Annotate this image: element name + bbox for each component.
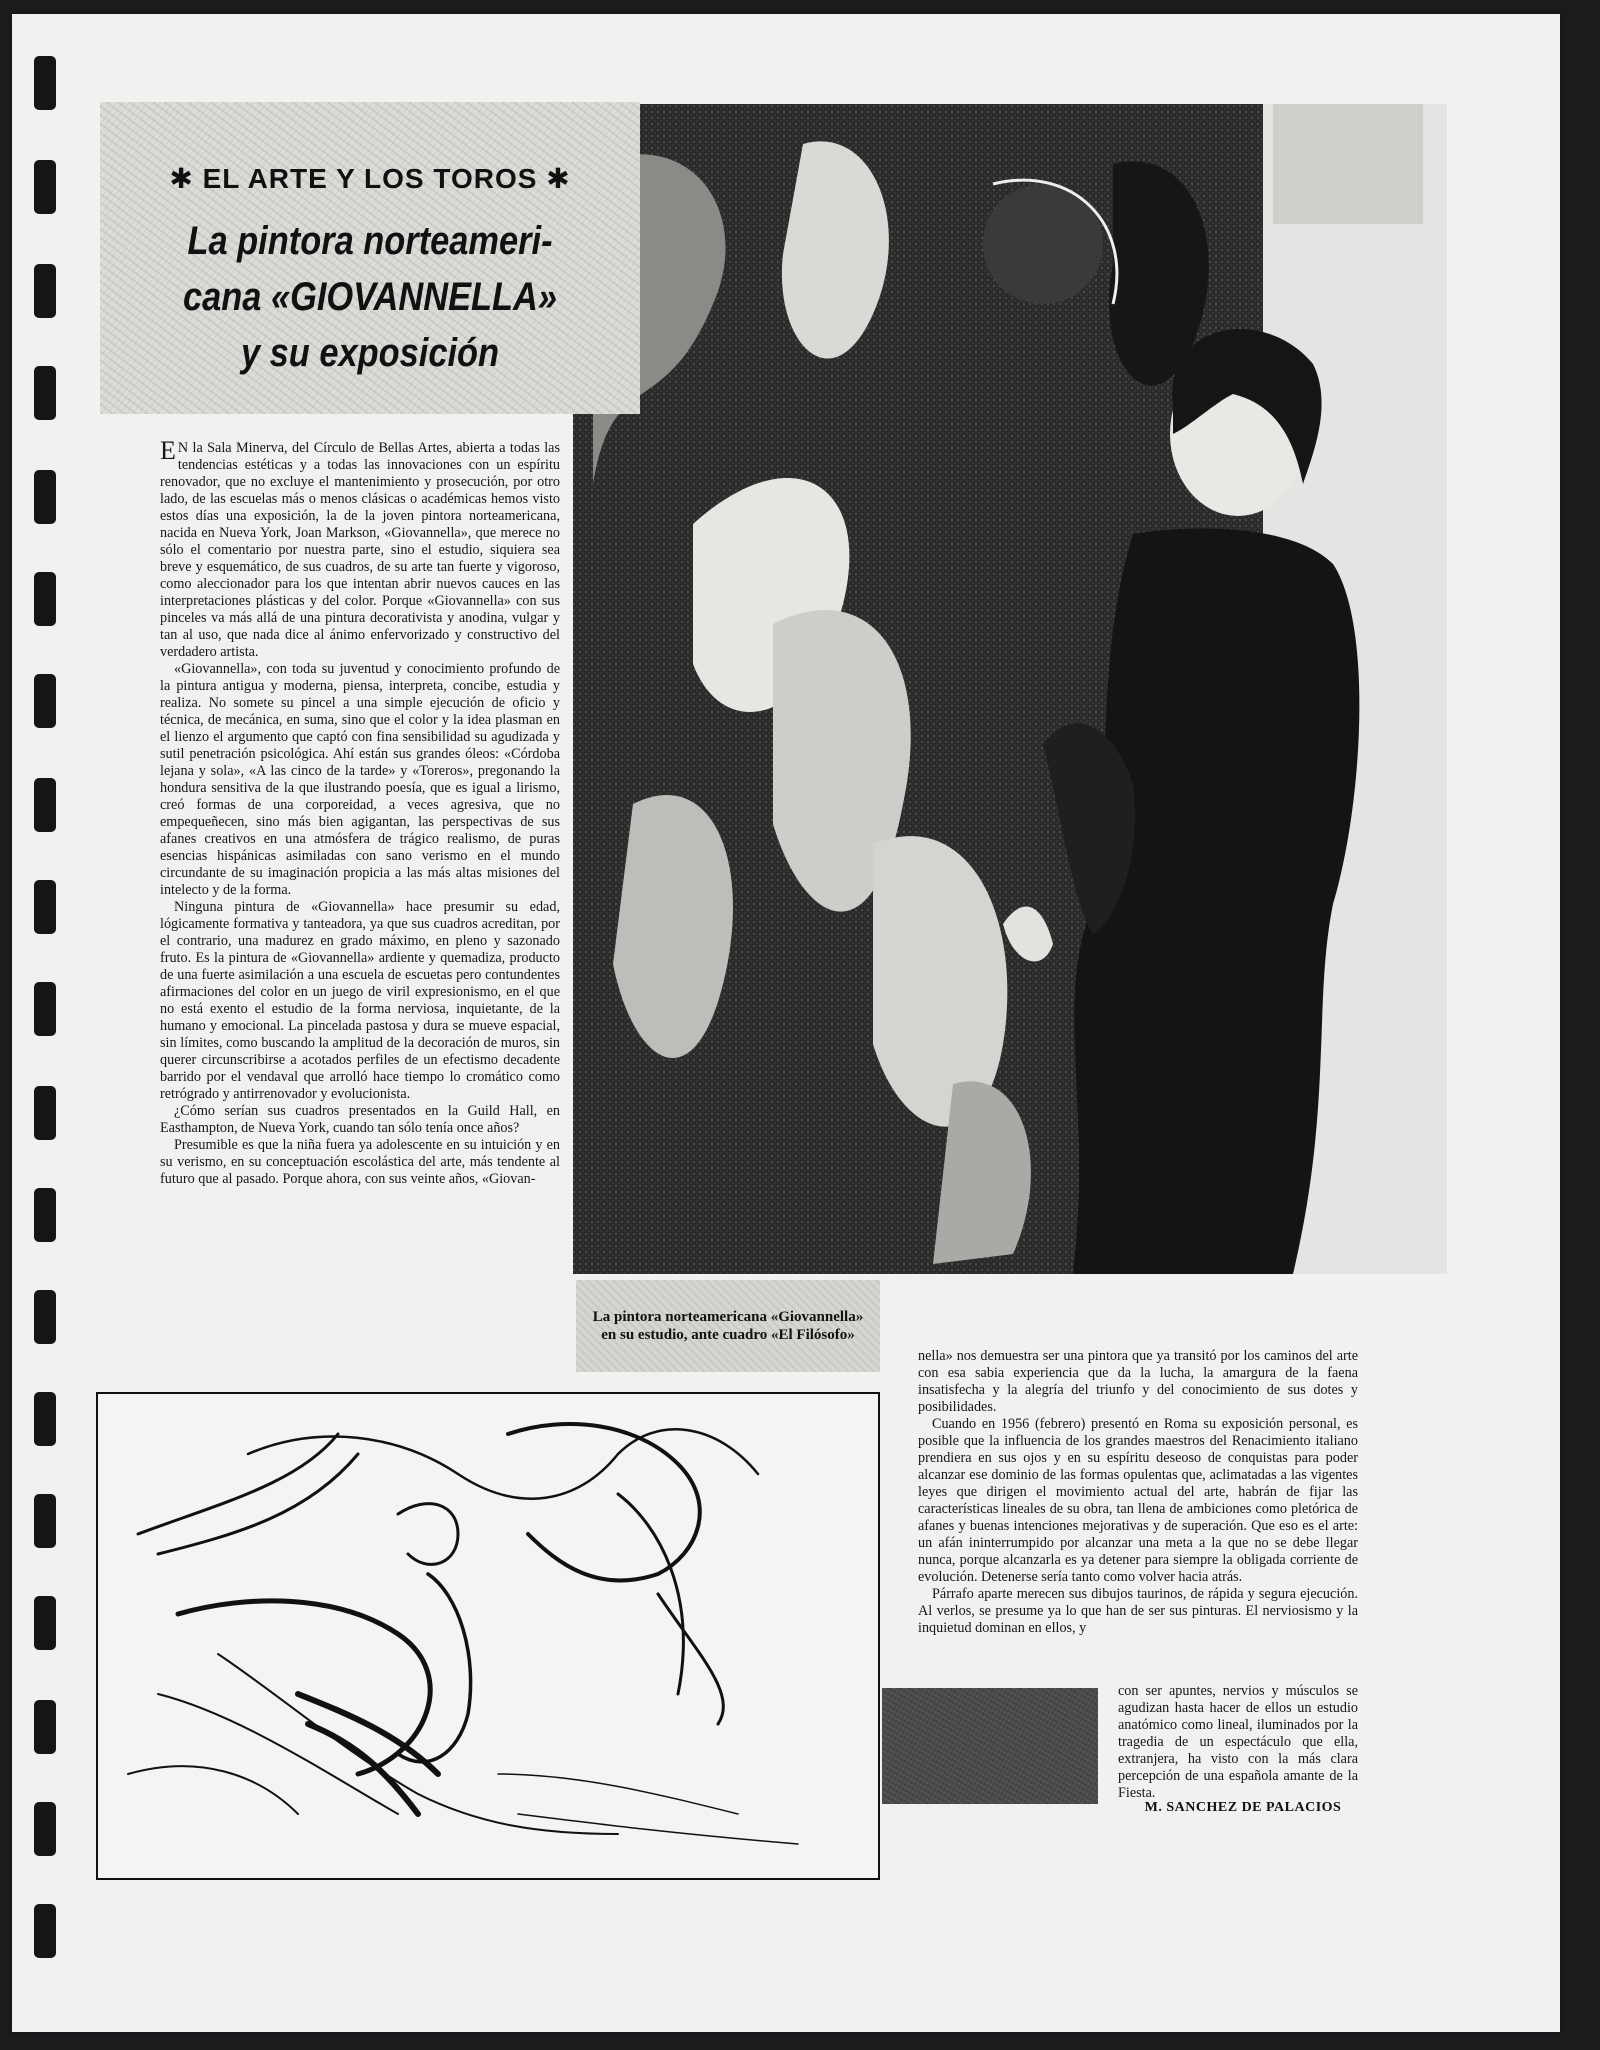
binding-hole (34, 366, 56, 420)
binding-hole (34, 56, 56, 110)
painter-photograph (573, 104, 1447, 1274)
headline-box (100, 102, 640, 414)
article-lead: N la Sala Minerva, del Círculo de Bellas Artes, (177, 440, 452, 456)
headline-line: La pintora norteameri- (187, 219, 553, 263)
binding-hole (34, 880, 56, 934)
binding-hole (34, 264, 56, 318)
binding-hole (34, 1290, 56, 1344)
article-column-3 (1118, 1683, 1358, 1802)
binding-hole (34, 1494, 56, 1548)
bullfight-sketch (96, 1392, 880, 1880)
binding-hole (34, 1700, 56, 1754)
binding-hole (34, 778, 56, 832)
article-paragraph: «Giovannella», con toda su juventud y conocimiento profundo de la pintura antigua y moderna, piensa, interpreta, concibe, estudia y realiza. No somete su pincel a una simple ejecución de oficio y técnica, de mecánica, en suma, sino que el color y la idea plasman en el lienzo el argumento que captó con fina sensibilidad su agudizada y sutil penetración psicológica. Ahí están sus grandes óleos: «Córdoba lejana y sola», «A las cinco de la tarde» y «Toreros», pregonando la hondura sensitiva de la que ilustrando poesía, que es igual a lirismo, creó formas de una corporeidad, a veces agresiva, que no empequeñecen, sino más bien agigantan, las perspectivas de sus afanes creativos en una atmósfera de trágico realismo, de puras esencias hispánicas asimiladas con sano verismo en el mundo circundante de su imaginación propicia a las más altas misiones del intelecto y de la forma. (160, 661, 560, 898)
binding-hole (34, 982, 56, 1036)
article-paragraph: Presumible es que la niña fuera ya adolescente en su intuición y en su verismo, en su conceptuación escolástica del arte, más tendente al futuro que al pasado. Porque ahora, con sus veinte años, «Giovan- (160, 1137, 560, 1187)
binding-hole (34, 160, 56, 214)
binding-hole (34, 1596, 56, 1650)
article-paragraph (160, 436, 561, 661)
binding-hole (34, 1086, 56, 1140)
binding-hole (34, 1802, 56, 1856)
article-column-1 (160, 436, 561, 1188)
binding-hole (34, 470, 56, 524)
author-byline: M. SANCHEZ DE PALACIOS (1144, 1800, 1342, 1815)
section-kicker: ✱ EL ARTE Y LOS TOROS ✱ (169, 163, 571, 194)
small-photograph (882, 1688, 1098, 1804)
binding-hole (34, 1188, 56, 1242)
article-paragraph: Cuando en 1956 (febrero) presentó en Roma su exposición personal, es posible que la influencia de los grandes maestros del Renacimiento italiano prendiera en sus ojos y en su espíritu deseoso de conquistas para poder alcanzar ese dominio de las formas opulentas que, aclimatadas a las vigentes leyes que dirigen el movimiento actual del arte, habrán de fijar las características lineales de su obra, tan llena de ambiciones como pletórica de afanes y buenas intenciones mejorativas y de superación. Que eso es el arte: un afán ininterrumpido por alcanzar una meta a la que no se debe llegar nunca, porque alcanzarla es ya detener para siempre la obligada corriente de evolución. Detenerse sería tanto como volver hacia atrás. (918, 1416, 1358, 1585)
headline-line: y su exposición (240, 331, 500, 375)
photo-illustration (573, 104, 1447, 1274)
article-column-2 (918, 1348, 1358, 1637)
article-paragraph: Ninguna pintura de «Giovannella» hace presumir su edad, lógicamente formativa y tanteadora, ya que sus cuadros acreditan, por el contrario, una madurez en grado máximo, en pleno y sazonado fruto. Es la pintura de «Giovannella» ardiente y quemadiza, producto de una fuerte asimilación a una escuela de escuetas pero contundentes afirmaciones del color en un juego de viril expresionismo, en el que no está exento el estudio de la forma nerviosa, inquietante, de la humano y emocional. La pincelada pastosa y dura se mueve espacial, sin límites, como buscando la amplitud de la decoración de muros, sin querer circunscribirse a acotados perfiles de un efectismo decadente barrido por el vendaval que arrolló hace tiempo lo cromático como retrógrado y antirrenovador y evolucionista. (160, 899, 560, 1102)
binding-hole (34, 1392, 56, 1446)
article-paragraph: Párrafo aparte merecen sus dibujos taurinos, de rápida y segura ejecución. Al verlos, se presume ya lo que han de ser sus pinturas. El nerviosismo y la inquietud dominan en ellos, y (918, 1586, 1358, 1636)
article-paragraph: nella» nos demuestra ser una pintora que ya transitó por los caminos del arte con esa sabia experiencia que da la lucha, la amargura de la faena insatisfecha y la alegría del triunfo y del conocimiento de sus dotes y posibilidades. (918, 1348, 1358, 1415)
headline-line: cana «GIOVANNELLA» (182, 275, 558, 319)
dropcap: E (160, 436, 176, 465)
article-paragraph: con ser apuntes, nervios y músculos se agudizan hasta hacer de ellos un estudio anatómico como lineal, iluminados por la tragedia de un espectáculo que ella, extranjera, ha visto con la más clara percepción de una española amante de la Fiesta. (1118, 1683, 1358, 1801)
headline (138, 213, 602, 381)
binding-hole (34, 572, 56, 626)
sketch-illustration (98, 1394, 878, 1878)
binding-hole (34, 674, 56, 728)
binding-hole (34, 1904, 56, 1958)
article-paragraph: ¿Cómo serían sus cuadros presentados en la Guild Hall, en Easthampton, de Nueva York, cuando tan sólo tenía once años? (160, 1103, 560, 1136)
article-paragraph-text: abierta a todas las tendencias estéticas y a todas las innovaciones con un espíritu renovador, que no excluye el mantenimiento y prosecución, por otro lado, de las escuelas más o menos clásicas o académicas hemos visto estos días una exposición, la de la joven pintora norteamericana, nacida en Nueva York, Joan Markson, «Giovannella», que merece no sólo el comentario por nuestra parte, sino el estudio, siquiera sea breve y esquemático, de sus cuadros, de su arte tan fuerte y vigoroso, como aleccionador para los que intentan abrir nuevos cauces en las interpretaciones plásticas y del color. Porque «Giovannella» con sus pinceles va más allá de una pintura decorativista y anodina, vulgar y tan al uso, que nada dice al ánimo enfervorizado y constructivo del verdadero artista. (160, 440, 561, 660)
photo-caption: La pintora norteamericana «Giovannella» en su estudio, ante cuadro «El Filósofo» (576, 1280, 880, 1372)
